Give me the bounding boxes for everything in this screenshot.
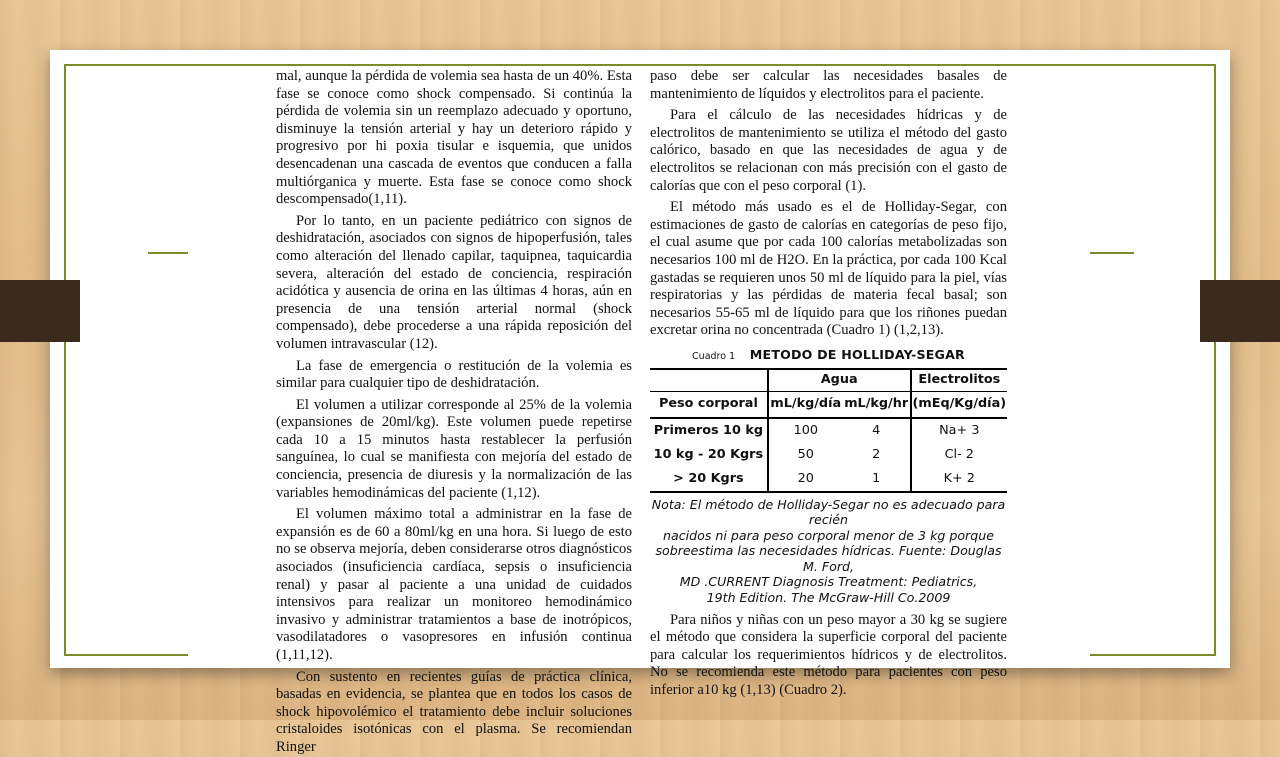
table-header-cell: Peso corporal [650,391,768,418]
table-note-line: 19th Edition. The McGraw-Hill Co.2009 [706,590,951,606]
paragraph: Para el cálculo de las necesidades hídricas y de electrolitos de mantenimiento se utiliza el método del gasto calórico, basado en que las necesidades de agua y de electrolitos se relacionan con más precisión con el gasto de calorías que con el peso corporal (1). [650,107,1007,194]
table-group-header-water: Agua [768,369,911,392]
document-scan [188,68,1090,755]
right-column [650,68,1007,700]
slide [50,50,1230,755]
table-cell: Na+ 3 [911,418,1007,443]
table-cell: 4 [872,422,881,438]
left-column [276,68,632,757]
table-note-line: MD .CURRENT Diagnosis Treatment: Pediatrics, [679,574,978,590]
paragraph: El volumen máximo total a administrar en la fase de expansión es de 60 a 80ml/kg en una hora. Si luego de esto no se observa mejoría, deben considerarse otros diagnósticos asociados (insuficiencia cardíaca, sepsis o insuficiencia renal) y pasar al paciente a una unidad de cuidados intensivos para realizar un monitoreo hemodinámico invasivo y administrar tratamientos a base de inotrópicos, vasodilatadores o vasopresores en infusión continua (1,11,12). [276,506,632,663]
table-cell: 2 [872,446,881,462]
table-caption-title: METODO DE HOLLIDAY-SEGAR [749,346,965,362]
paragraph: El método más usado es el de Holliday-Segar, con estimaciones de gasto de calorías en categorías de peso fijo, el cual asume que por cada 100 calorías metabolizadas son necesarios 100 ml de H2O. En la práctica, por cada 100 Kcal gastadas se requieren unos 50 ml de líquido para la piel, vías respiratorias y las pérdidas de materia fecal basal; son necesarios 55-65 ml de líquido para que los riñones puedan excretar orina no concentrada (Cuadro 1) (1,2,13). [650,199,1007,339]
table-note [650,497,1007,606]
decorative-band-left [0,280,80,342]
table-note-line: nacidos ni para peso corporal menor de 3 kg porque [663,527,994,543]
paragraph: Con sustento en recientes guías de práctica clínica, basadas en evidencia, se plantea que en todos los casos de shock hipovolémico el tratamiento debe incluir soluciones cristaloides isotónicas con el plasma. Se recomiendan Ringer [276,668,632,755]
table-cell: 100 [768,418,843,443]
table-group-header-row [650,369,1007,392]
paragraph: Para niños y niñas con un peso mayor a 30 kg se sugiere el método que considera la superficie corporal del paciente para calcular los requerimientos hídricos y de electrolitos. No se recomienda este método para pacientes con peso inferior a10 kg (1,13) (Cuadro 2). [650,611,1007,699]
paragraph: paso debe ser calcular las necesidades basales de mantenimiento de líquidos y electrolitos para el paciente. [650,68,1007,102]
paragraph: La fase de emergencia o restitución de la volemia es similar para cualquier tipo de deshidratación. [276,357,632,392]
table-header-row [650,391,1007,418]
table-row [650,443,1007,467]
table-cell: 10 kg - 20 Kgrs [653,446,764,462]
paragraph: El volumen a utilizar corresponde al 25% de la volemia (expansiones de 20ml/kg). Este volumen puede repetirse cada 10 a 15 minutos hasta restablecer la perfusión sanguínea, lo cual se manifiesta con mejoría del estado de conciencia, presencia de diuresis y la normalización de las variables hemodinámicas del paciente (1,12). [276,396,632,501]
table-caption [650,346,1007,366]
table-row [650,467,1007,492]
table-caption-label: Cuadro 1 [692,350,736,362]
paragraph: mal, aunque la pérdida de volemia sea hasta de un 40%. Esta fase se conoce como shock compensado. Si continúa la pérdida de volemia sin un reemplazo adecuado y oportuno, disminuye la tensión arterial y hay un deterioro rápido y progresivo por hi poxia tisular e isquemia, que unidos desencadenan una cascada de eventos que conducen a falla multiórganica y muerte. Esta fase se conoce como shock descompensado(1,11). [276,68,632,208]
table-header-cell: mL/kg/hr [843,391,911,418]
table-cell: 1 [843,467,911,492]
table-cell: > 20 Kgrs [650,467,768,492]
table-cell: K+ 2 [911,467,1007,492]
table-group-header-empty [650,369,768,392]
table-note-line: Nota: El método de Holliday-Segar no es adecuado para recién [651,496,1006,528]
table-cell: Cl- 2 [911,443,1007,467]
table-header-cell: (mEq/Kg/día) [911,391,1007,418]
table-note-line: sobreestima las necesidades hídricas. Fuente: Douglas M. Ford, [655,543,1002,574]
table-row [650,418,1007,443]
table-header-cell: mL/kg/día [768,391,843,418]
decorative-band-right [1200,280,1280,342]
table-cell: Primeros 10 kg [653,422,763,438]
table-group-header-electrolytes: Electrolitos [911,369,1007,392]
table-cell: 50 [768,443,843,467]
holliday-segar-table-block [650,346,1007,606]
table-cell: 20 [768,467,843,492]
holliday-segar-table [650,368,1007,493]
paragraph: Por lo tanto, en un paciente pediátrico con signos de deshidratación, asociados con signos de hipoperfusión, tales como alteración del llenado capilar, taquipnea, taquicardia severa, alteración del estado de conciencia, respiración acidótica y ausencia de orina en las últimas 4 horas, aún en presencia de una tensión arterial normal (shock compensado), debe procederse a una rápida reposición del volumen intravascular (12). [276,212,632,352]
